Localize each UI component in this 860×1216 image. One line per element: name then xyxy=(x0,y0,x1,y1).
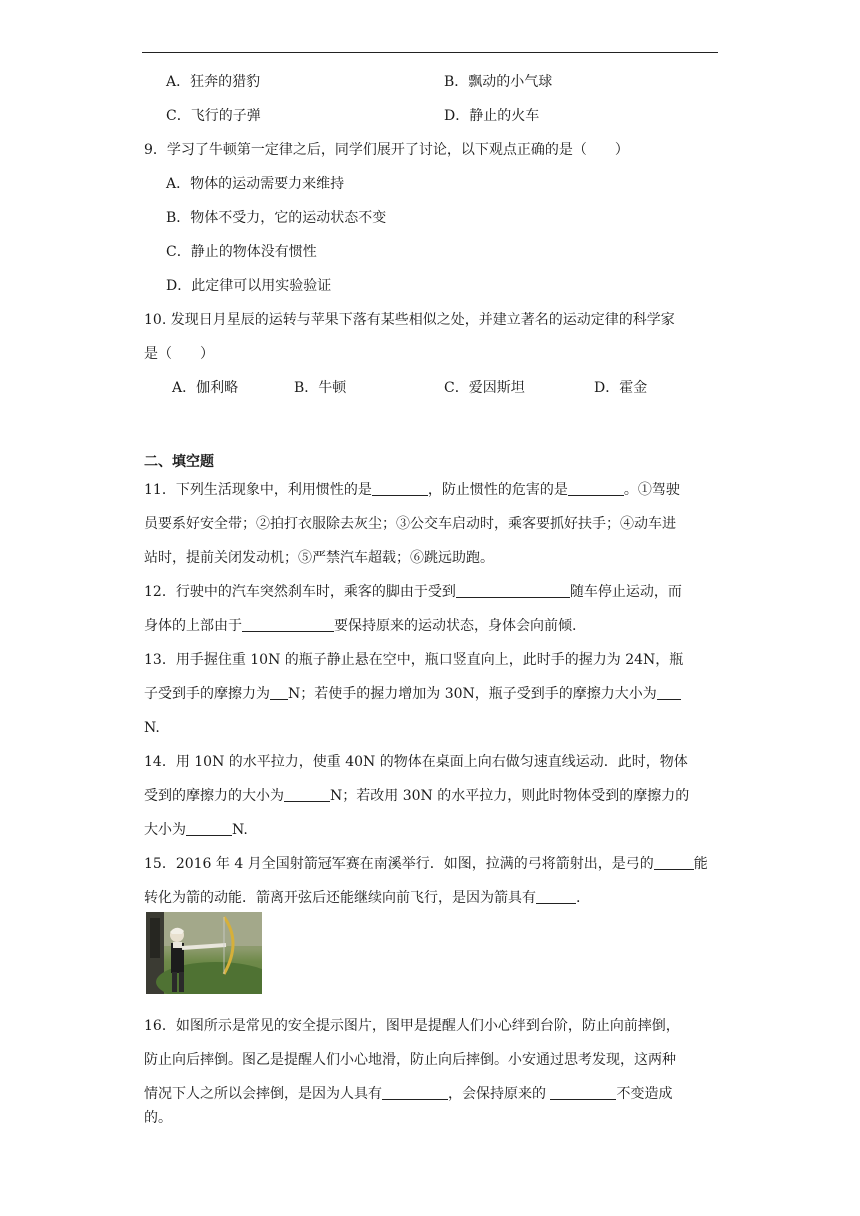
q8-option-a: A．狂奔的猎豹 xyxy=(166,74,261,90)
q9-option-c: C．静止的物体没有惯性 xyxy=(166,244,317,260)
q16-text-a: 情况下人之所以会摔倒，是因为人具有 xyxy=(144,1086,382,1102)
q11-blank-2[interactable] xyxy=(568,481,624,496)
q16-line3 xyxy=(144,1084,672,1104)
q14-text-a: 受到的摩擦力的大小为 xyxy=(144,788,284,804)
q13-text-a: 子受到手的摩擦力为 xyxy=(144,686,270,702)
q15-blank-1[interactable] xyxy=(654,855,694,870)
q15-line2 xyxy=(144,888,580,908)
q13-blank-1[interactable] xyxy=(270,685,288,700)
q10-option-c: C．爱因斯坦 xyxy=(444,380,525,396)
q16-line4: 的。 xyxy=(144,1110,172,1126)
q12-text-c: 身体的上部由于 xyxy=(144,618,242,634)
q11-line3: 站时，提前关闭发动机；⑤严禁汽车超载；⑥跳远助跑。 xyxy=(144,550,494,566)
section-title: 二、填空题 xyxy=(144,454,214,470)
q15-text-b: 能 xyxy=(693,856,708,872)
q12-line2 xyxy=(144,616,576,636)
q14-text-d: N. xyxy=(232,822,248,838)
q8-option-d-wrap xyxy=(444,106,539,126)
q12-text-d: 要保持原来的运动状态，身体会向前倾. xyxy=(334,618,577,634)
q8-options-row1 xyxy=(166,72,260,92)
archer-illustration xyxy=(146,912,262,994)
q13-line1: 13．用手握住重 10N 的瓶子静止悬在空中，瓶口竖直向上，此时手的握力为 24N，瓶 xyxy=(144,652,684,668)
q15-blank-2[interactable] xyxy=(536,889,576,904)
q16-blank-1[interactable] xyxy=(382,1085,448,1100)
q16-text-b: ，会保持原来的 xyxy=(448,1086,551,1102)
q16-line1: 16．如图所示是常见的安全提示图片，图甲是提醒人们小心绊到台阶，防止向前摔倒， xyxy=(144,1018,680,1034)
q11-blank-1[interactable] xyxy=(372,481,428,496)
q10-option-d: D．霍金 xyxy=(594,380,648,396)
q12-line1 xyxy=(144,582,682,602)
q8-option-d: D．静止的火车 xyxy=(444,108,540,124)
q14-text-b: N；若改用 30N 的水平拉力，则此时物体受到的摩擦力的 xyxy=(330,788,690,804)
q11-text-b: ，防止惯性的危害的是 xyxy=(427,482,568,498)
q14-text-c: 大小为 xyxy=(144,822,186,838)
q9-option-a: A．物体的运动需要力来维持 xyxy=(166,176,345,192)
q12-text-a: 12．行驶中的汽车突然刹车时，乘客的脚由于受到 xyxy=(144,584,456,600)
q16-blank-2[interactable] xyxy=(550,1085,616,1100)
q11-text-a: 11．下列生活现象中，利用惯性的是 xyxy=(144,482,372,498)
header-rule xyxy=(142,52,718,53)
q14-blank-2[interactable] xyxy=(186,821,232,836)
q15-text-a: 15．2016 年 4 月全国射箭冠军赛在南溪举行．如图，拉满的弓将箭射出，是弓的 xyxy=(144,856,654,872)
q10-option-a: A．伽利略 xyxy=(172,380,239,396)
q12-text-b: 随车停止运动，而 xyxy=(569,584,682,600)
q11-line1 xyxy=(144,480,680,500)
q10-stem-line1: 10. 发现日月星辰的运转与苹果下落有某些相似之处，并建立著名的运动定律的科学家 xyxy=(144,312,675,328)
q9-stem: 9．学习了牛顿第一定律之后，同学们展开了讨论，以下观点正确的是（ ） xyxy=(144,142,629,158)
q8-option-c: C．飞行的子弹 xyxy=(166,108,261,124)
q8-option-b-wrap xyxy=(444,72,552,92)
archery-photo xyxy=(146,912,262,994)
q15-line1 xyxy=(144,854,708,874)
q10-option-b: B．牛顿 xyxy=(294,380,347,396)
q11-line2: 员要系好安全带；②拍打衣服除去灰尘；③公交车启动时，乘客要抓好扶手；④动车进 xyxy=(144,516,676,532)
q11-text-c: 。①驾驶 xyxy=(623,482,680,498)
q13-line2 xyxy=(144,684,681,704)
q9-option-d: D．此定律可以用实验验证 xyxy=(166,278,332,294)
q12-blank-2[interactable] xyxy=(242,617,334,632)
q14-blank-1[interactable] xyxy=(284,787,330,802)
q14-line2 xyxy=(144,786,689,806)
q13-line3: N. xyxy=(144,720,160,736)
q10-stem-line2: 是（ ） xyxy=(144,346,214,362)
q16-line2: 防止向后摔倒。图乙是提醒人们小心地滑，防止向后摔倒。小安通过思考发现，这两种 xyxy=(144,1052,676,1068)
q15-text-c: 转化为箭的动能．箭离开弦后还能继续向前飞行，是因为箭具有 xyxy=(144,890,536,906)
q14-line1: 14．用 10N 的水平拉力，使重 40N 的物体在桌面上向右做匀速直线运动．此时，物体 xyxy=(144,754,688,770)
q9-option-b: B．物体不受力，它的运动状态不变 xyxy=(166,210,387,226)
q16-text-c: 不变造成 xyxy=(616,1086,673,1102)
q15-text-d: . xyxy=(576,890,581,906)
q8-option-b: B．飘动的小气球 xyxy=(444,74,553,90)
q14-line3 xyxy=(144,820,248,840)
q13-blank-2[interactable] xyxy=(657,685,681,700)
q8-options-row2 xyxy=(166,106,261,126)
q12-blank-1[interactable] xyxy=(456,583,570,598)
q13-text-b: N；若使手的握力增加为 30N，瓶子受到手的摩擦力大小为 xyxy=(288,686,657,702)
